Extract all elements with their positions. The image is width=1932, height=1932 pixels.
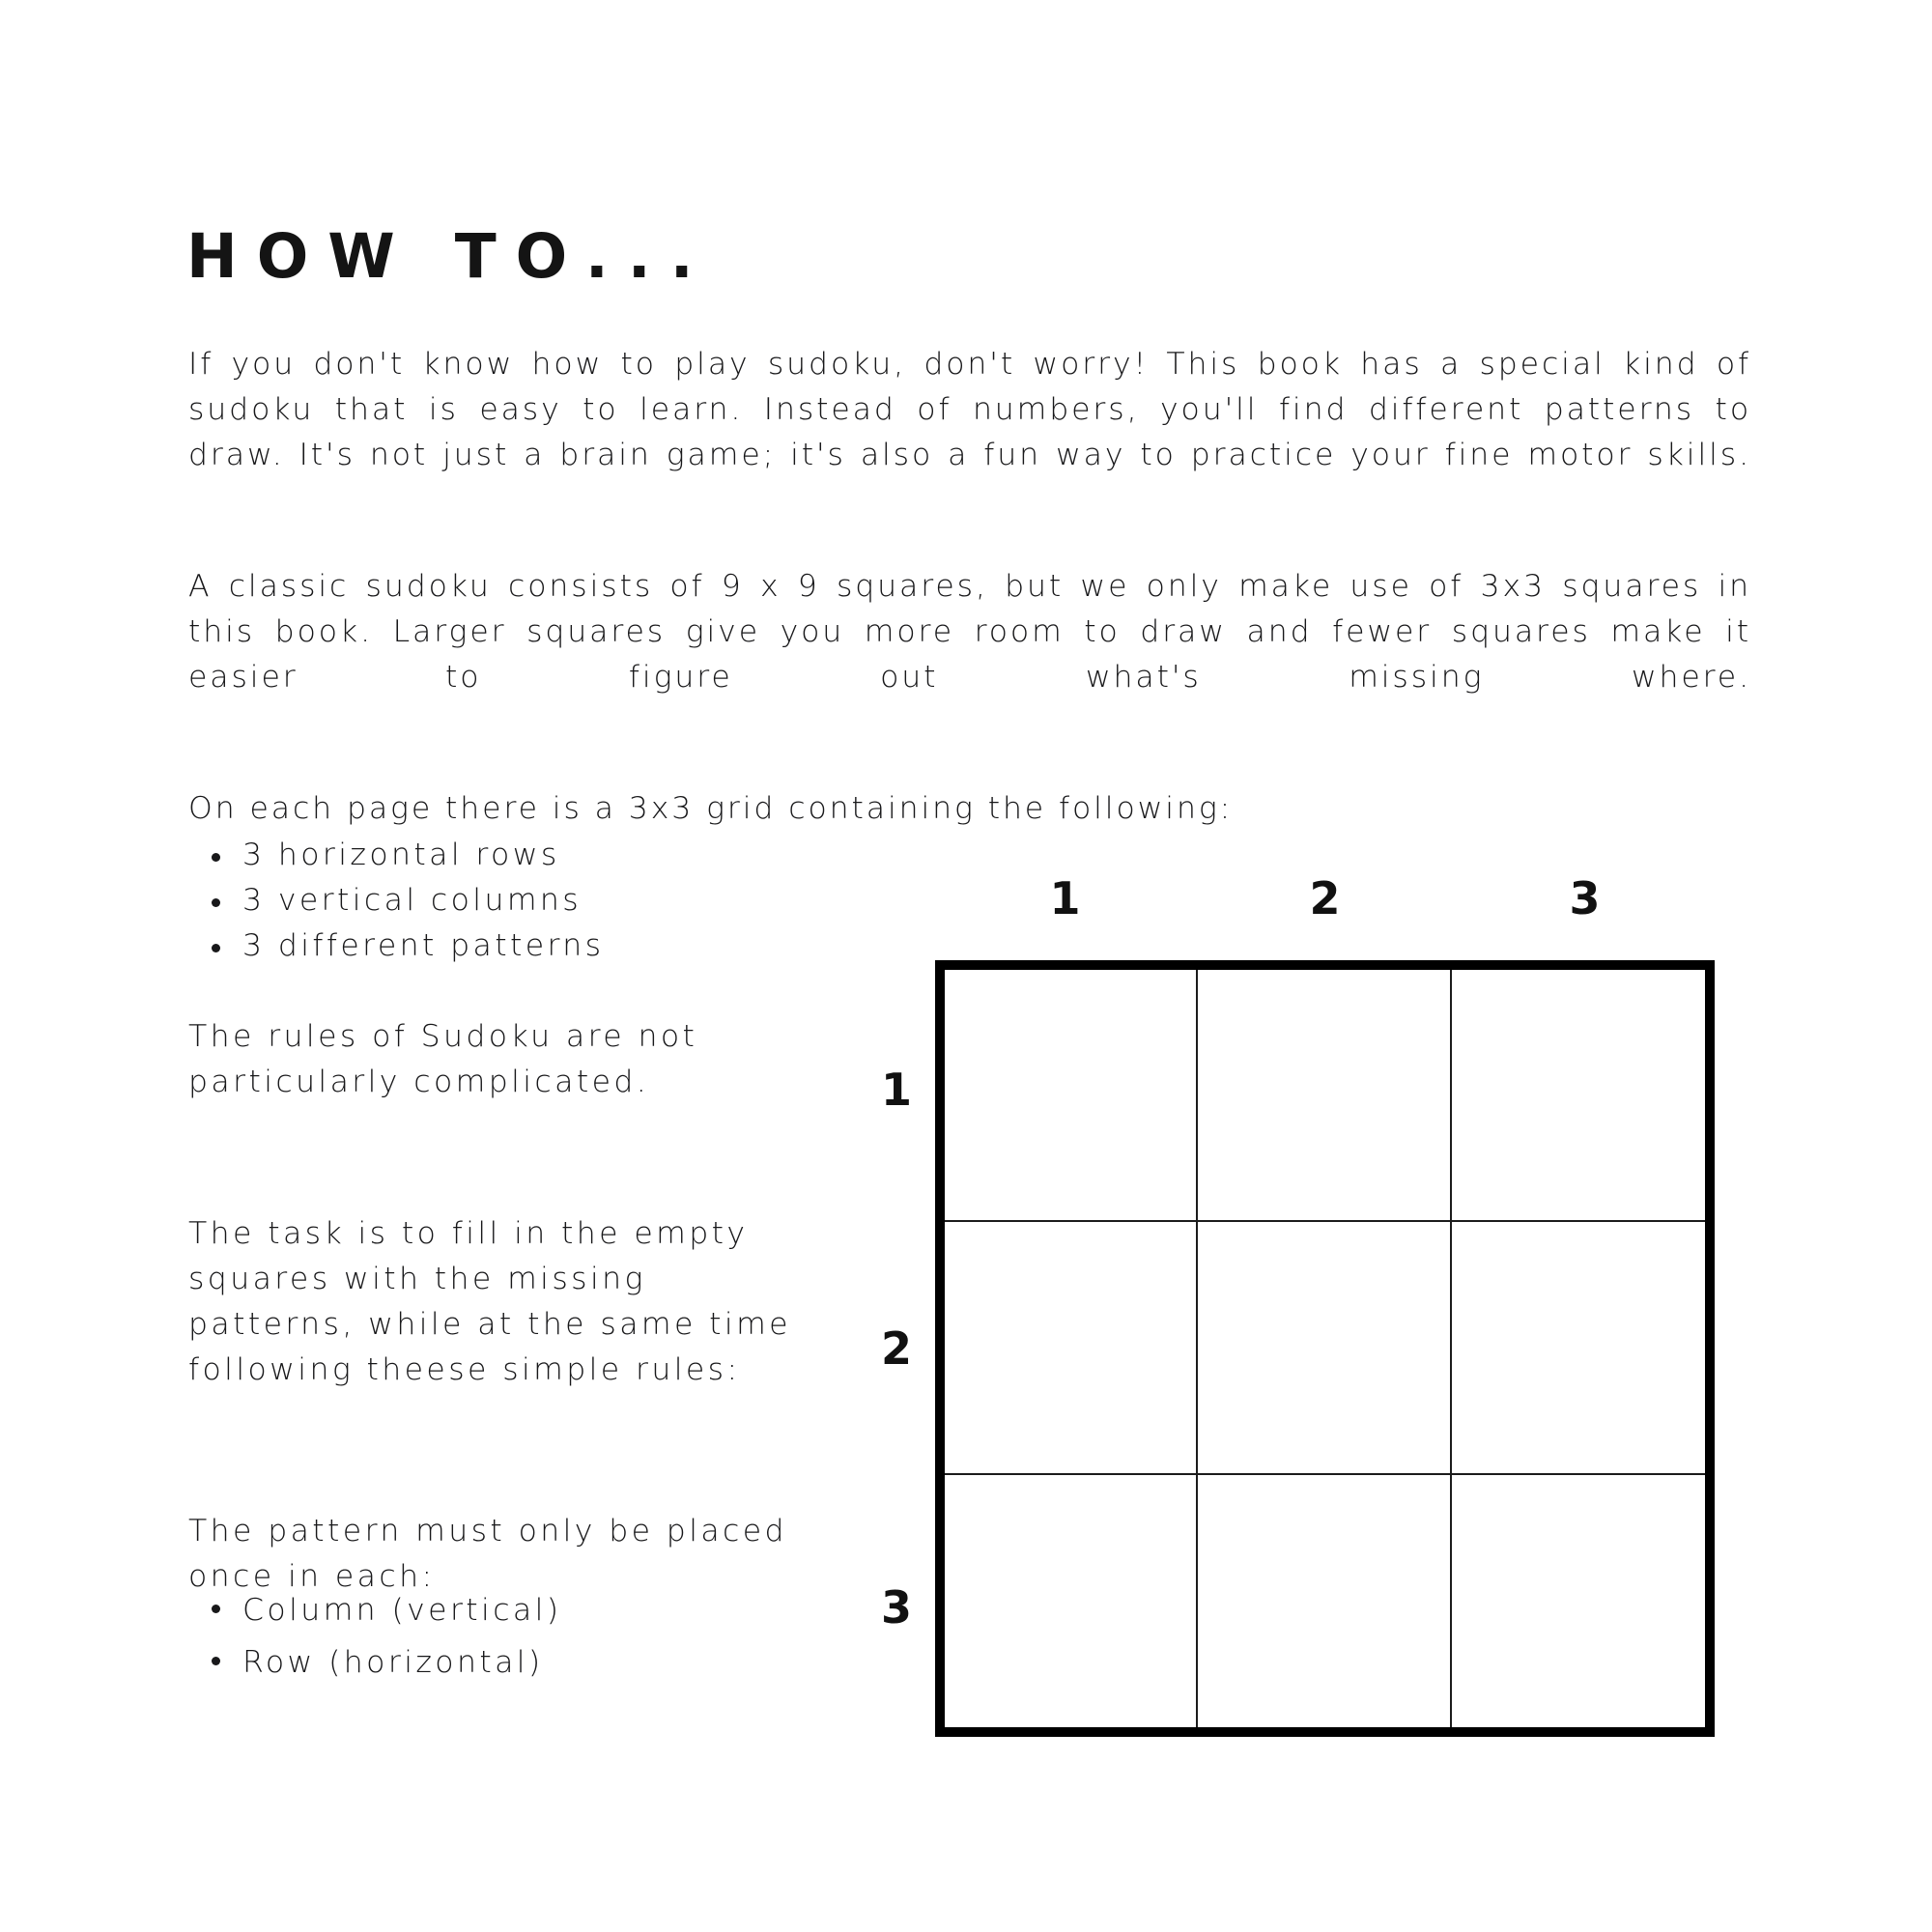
sudoku-cell-r2c1[interactable] xyxy=(945,1222,1198,1474)
rules-intro-text: The rules of Sudoku are not particularly complicated. xyxy=(188,1018,698,1099)
rules-constraint-text: The pattern must only be placed once in each: xyxy=(188,1513,787,1594)
contents-bullet-list xyxy=(208,833,604,969)
sudoku-cell-r3c2[interactable] xyxy=(1198,1475,1451,1727)
list-item: 3 different patterns xyxy=(208,923,604,969)
grid-row-label-2: 2 xyxy=(880,1322,912,1375)
constraint-bullet-list xyxy=(208,1584,561,1689)
grid-row-label-3: 3 xyxy=(880,1581,912,1634)
sudoku-grid-cells xyxy=(945,970,1705,1727)
list-item: Row (horizontal) xyxy=(208,1636,561,1689)
grid-row-labels xyxy=(850,960,918,1737)
grid-column-label-1: 1 xyxy=(1049,872,1081,924)
sudoku-cell-r3c3[interactable] xyxy=(1452,1475,1705,1727)
sudoku-cell-r1c2[interactable] xyxy=(1198,970,1451,1222)
grid-column-label-2: 2 xyxy=(1309,872,1341,924)
intro-paragraph-2: A classic sudoku consists of 9 x 9 squares, but we only make use of 3x3 squares in this book. Larger squares give you more room to draw and fewer squares make it easier to figure out what's missing where. xyxy=(188,568,1751,695)
sudoku-cell-r2c3[interactable] xyxy=(1452,1222,1705,1474)
intro-paragraph-1: If you don't know how to play sudoku, don't worry! This book has a special kind of sudoku that is easy to learn. Instead of numbers, you'll find different patterns to draw. It's not just a brain game; it's also a fun way to practice your fine motor skills. xyxy=(188,346,1751,472)
list-item: 3 vertical columns xyxy=(208,878,604,923)
grid-column-labels xyxy=(935,869,1715,927)
sudoku-cell-r1c1[interactable] xyxy=(945,970,1198,1222)
list-item: 3 horizontal rows xyxy=(208,833,604,878)
rules-task-text: The task is to fill in the empty squares with the missing patterns, while at the same time following theese simple rules: xyxy=(188,1215,791,1387)
sudoku-cell-r1c3[interactable] xyxy=(1452,970,1705,1222)
sudoku-cell-r3c1[interactable] xyxy=(945,1475,1198,1727)
page-title: HOW TO... xyxy=(186,221,713,293)
sudoku-cell-r2c2[interactable] xyxy=(1198,1222,1451,1474)
grid-row-label-1: 1 xyxy=(880,1064,912,1116)
intro-paragraph-3: On each page there is a 3x3 grid containing the following: xyxy=(188,790,1234,826)
list-item: Column (vertical) xyxy=(208,1584,561,1636)
grid-column-label-3: 3 xyxy=(1569,872,1601,924)
sudoku-grid xyxy=(935,960,1715,1737)
